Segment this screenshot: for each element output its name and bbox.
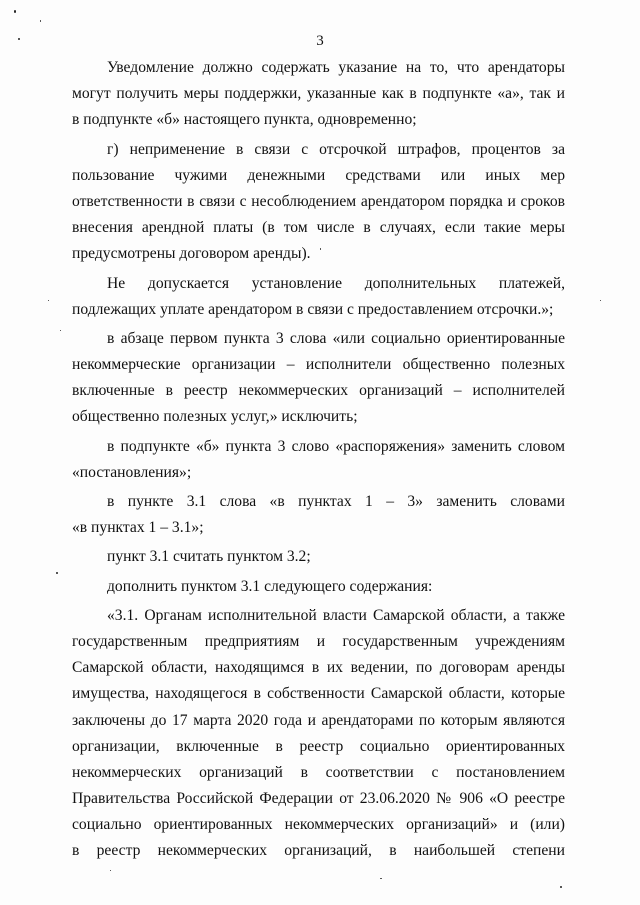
text-line: «в пунктах 1 – 3.1»; [72, 519, 204, 537]
scan-speck [600, 300, 601, 301]
scan-speck [18, 38, 20, 40]
scan-speck [60, 330, 61, 331]
text-line: включенные в реестр некоммерческих организаций – исполнителей [72, 382, 565, 400]
text-line: имущества, находящегося в собственности Самарской области, которые [72, 685, 565, 703]
text-line: государственным предприятиям и государственным учреждениям [72, 632, 565, 650]
scan-speck [320, 248, 321, 250]
paragraph-notification [72, 55, 565, 134]
text-line: организации, включенные в реестр социально ориентированных [72, 737, 565, 755]
paragraph-renumber [72, 544, 565, 570]
text-line: некоммерческих организаций в соответствии с постановлением [72, 763, 565, 781]
text-line: в подпункте «б» настоящего пункта, одновременно; [72, 111, 417, 129]
scan-speck [110, 870, 111, 871]
text-line: некоммерческие организации – исполнители общественно полезных [72, 356, 565, 374]
text-line: «постановления»; [72, 463, 192, 481]
text-line: подлежащих уплате арендатором в связи с предоставлением отсрочки.»; [72, 300, 554, 318]
text-line: «3.1. Органам исполнительной власти Самарской области, а также [107, 606, 565, 624]
text-line: дополнить пунктом 3.1 следующего содержания: [107, 577, 433, 595]
text-line: пункт 3.1 считать пунктом 3.2; [107, 548, 311, 566]
text-line: предусмотрены договором аренды). [72, 245, 311, 263]
paragraph-subpoint-b [72, 434, 565, 486]
text-line: ответственности в связи с несоблюдением арендатором порядка и сроков [72, 192, 565, 210]
text-line: пользование чужими денежными средствами или иных мер [72, 166, 565, 184]
paragraph-point-3-1-text [72, 603, 565, 865]
text-line: Не допускается установление дополнительных платежей, [107, 274, 565, 292]
scan-speck [40, 20, 41, 22]
scan-speck [48, 300, 49, 301]
scan-speck [560, 886, 562, 888]
scan-speck [56, 572, 58, 574]
text-line: заключены до 17 марта 2020 года и арендаторами по которым являются [72, 711, 565, 729]
paragraph-no-extra-payments [72, 271, 565, 323]
text-line: могут получить меры поддержки, указанные как в подпункте «а», так и [72, 85, 565, 103]
text-line: в пункте 3.1 слова «в пунктах 1 – 3» заменить словами [107, 493, 565, 510]
text-line: Правительства Российской Федерации от 23.06.2020 № 906 «О реестре [72, 790, 565, 808]
paragraph-add-point [72, 574, 565, 600]
paragraph-point-3-1-words [72, 489, 565, 541]
document-body [72, 55, 565, 865]
text-line: внесения арендной платы (в том числе в случаях, если такие меры [72, 219, 565, 237]
text-line: в подпункте «б» пункта 3 слово «распоряжения» заменить словом [107, 437, 565, 455]
text-line: социально ориентированных некоммерческих организаций» и (или) [72, 816, 565, 834]
paragraph-item-g [72, 137, 565, 268]
text-line: Уведомление должно содержать указание на то, что арендаторы [107, 59, 565, 76]
text-line: общественно полезных услуг,» исключить; [72, 408, 358, 426]
text-line: в абзаце первом пункта 3 слова «или социально ориентированные [107, 329, 565, 347]
scan-speck [380, 878, 382, 879]
text-line: в реестр некоммерческих организаций, в наибольшей степени [72, 842, 565, 860]
scan-speck [14, 10, 16, 13]
text-line: г) неприменение в связи с отсрочкой штрафов, процентов за [107, 140, 565, 158]
text-line: Самарской области, находящимся в их ведении, по договорам аренды [72, 659, 565, 677]
paragraph-abzac-point-3 [72, 326, 565, 431]
page-number: 3 [316, 33, 324, 49]
